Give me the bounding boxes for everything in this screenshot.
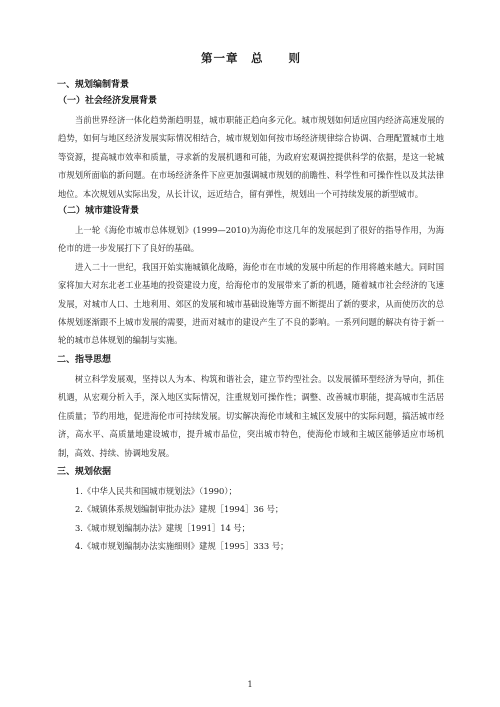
- paragraph-socioeconomic: 当前世界经济一体化趋势渐趋明显，城市职能正趋向多元化。城市规划如何适应国内经济高速发展的趋势，如何与地区经济发展实际情况相结合，城市规划如何按市场经济规律综合协调、合理配置城市土地等资源，提高城市效率和质量，寻求新的发展机遇和可能，为政府宏观调控提供科学的依据，是这一轮城市规划所面临的新问题。在市场经济条件下应更加强调城市规划的前瞻性、科学性和可操作性以及其法律地位。本次规划从实际出发，从长计议，远近结合，留有弹性，规划出一个可持续发展的新型城市。: [58, 115, 444, 199]
- section-heading-basis: 三、规划依据: [57, 466, 112, 477]
- document-page: [58, 50, 444, 556]
- basis-list: [58, 482, 444, 556]
- section-heading-background: 一、规划编制背景: [57, 80, 130, 90]
- list-item: 2.《城镇体系规划编制审批办法》建规［1994］36 号；: [75, 504, 284, 515]
- section-heading-guiding-ideas: 二、指导思想: [57, 354, 112, 365]
- paragraph-previous-plan: 上一轮《海伦市城市总体规划》(1999—2010)为海伦市这几年的发展起到了很好的指导作用，为海伦市的进一步发展打下了良好的基础。: [58, 225, 444, 254]
- list-item: 3.《城市规划编制办法》建规［1991］14 号；: [75, 522, 250, 533]
- paragraph-new-century: 进入二十一世纪，我国开始实施城镇化战略，海伦市在市域的发展中所起的作用将越来越大。同时国家将加大对东北老工业基地的投资建设力度，给海伦市的发展带来了新的机遇，随着城市社会经济的飞速发展，对城市人口、土地利用、郊区的发展和城市基础设施等方面不断提出了新的要求，从而使历次的总体规划逐渐跟不上城市发展的需要，进而对城市的建设产生了不良的影响。一系列问题的解决有待于新一轮的城市总体规划的编制与实施。: [58, 261, 444, 346]
- subsection-heading-construction: （二）城市建设背景: [58, 206, 140, 217]
- paragraph-guiding-ideas: 树立科学发展观，坚持以人为本、构筑和谐社会，建立节约型社会。以发展循环型经济为导向，抓住机遇，从宏观分析入手，深入地区实际情况，注重规划可操作性；调整、改善城市职能，提高城市生活居住质量；节约用地，促进海伦市可持续发展。切实解决海伦市域和主城区发展中的实际问题，搞活城市经济，高水平、高质量地建设城市，提升城市品位，突出城市特色，使海伦市域和主城区能够适应市场机制，高效、持续、协调地发展。: [58, 373, 444, 458]
- list-item: 1.《中华人民共和国城市规划法》（1990）；: [75, 485, 237, 496]
- subsection-heading-socioeconomic: （一）社会经济发展背景: [58, 96, 158, 106]
- page-number: 1: [247, 680, 253, 689]
- chapter-title: 第一章 总 则: [201, 51, 301, 65]
- list-item: 4.《城市规划编制办法实施细则》建规［1995］333 号；: [75, 541, 289, 552]
